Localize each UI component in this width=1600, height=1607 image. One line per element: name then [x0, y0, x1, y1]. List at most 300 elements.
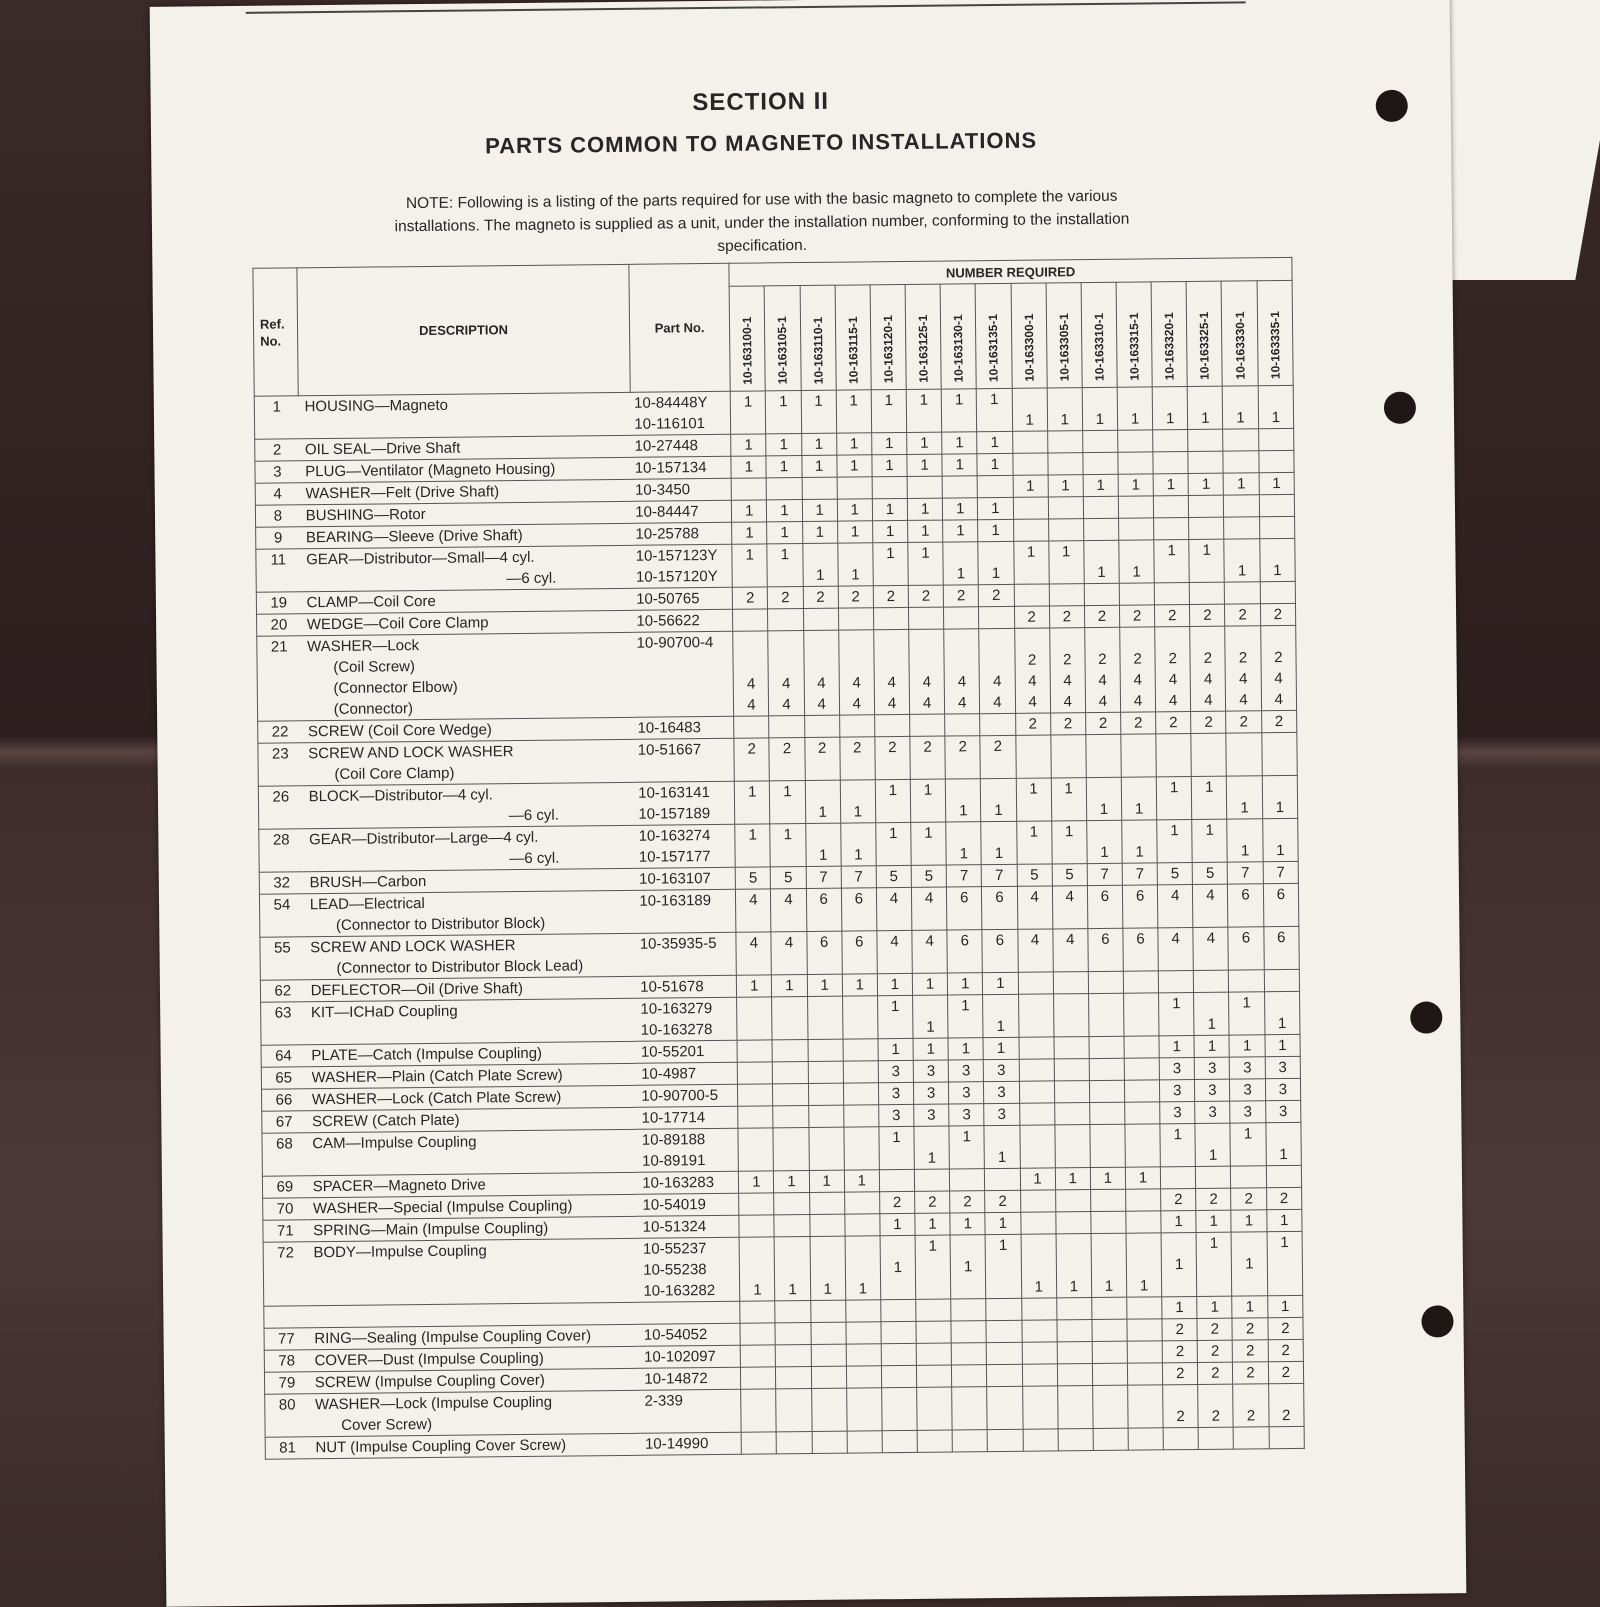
quantity-cell: [772, 1040, 807, 1062]
installation-number: 10-163110-1: [810, 316, 826, 384]
quantity-value: [1127, 1319, 1161, 1340]
quantity-value: [809, 1128, 843, 1149]
quantity-cell: [1154, 539, 1190, 582]
ref-number-cell: [262, 1111, 306, 1133]
quantity-value: 1: [854, 846, 863, 864]
quantity-value: [1091, 1234, 1125, 1255]
quantity-cell: [847, 1431, 882, 1453]
quantity-value: 1: [1064, 780, 1073, 798]
quantity-cell: [907, 498, 942, 520]
quantity-value: [1013, 431, 1047, 452]
ref-number-cell: [257, 614, 301, 636]
quantity-value: [911, 801, 945, 822]
quantity-cell: [948, 1060, 983, 1082]
quantity-value: [731, 412, 765, 433]
quantity-cell: [1227, 776, 1263, 819]
quantity-cell: [1089, 1036, 1124, 1058]
installation-number: 10-163325-1: [1197, 311, 1212, 380]
quantity-value: 4: [1030, 888, 1039, 906]
quantity-cell: [1225, 626, 1261, 711]
description-line: Cover Screw): [341, 1415, 433, 1434]
quantity-value: 5: [1205, 864, 1215, 882]
quantity-cell: [873, 542, 909, 585]
quantity-cell: [941, 389, 977, 432]
quantity-cell: [950, 1213, 985, 1235]
quantity-value: [1125, 1080, 1159, 1101]
quantity-cell: [770, 781, 806, 824]
quantity-value: 1: [1174, 1213, 1183, 1231]
quantity-value: 4: [1239, 670, 1248, 688]
quantity-value: 1: [1068, 1170, 1077, 1188]
description-line: —6 cyl.: [506, 569, 557, 588]
quantity-cell: [1119, 540, 1155, 583]
quantity-value: 2: [992, 586, 1001, 605]
quantity-value: [1156, 734, 1190, 755]
quantity-value: [742, 1432, 776, 1453]
installation-number: 10-163320-1: [1162, 312, 1177, 381]
part-number: 10-102097: [644, 1347, 716, 1366]
quantity-value: 3: [926, 1062, 936, 1080]
quantity-value: [809, 1149, 843, 1170]
quantity-cell: [913, 1038, 948, 1060]
quantity-cell: [1018, 994, 1054, 1037]
quantity-value: 1: [890, 998, 900, 1016]
quantity-value: 4: [1133, 692, 1143, 710]
quantity-cell: [1233, 1362, 1268, 1384]
quantity-value: 5: [784, 869, 793, 887]
quantity-cell: [841, 888, 877, 931]
quantity-value: 3: [1173, 1082, 1182, 1100]
quantity-value: 2: [1027, 608, 1036, 626]
quantity-value: [1266, 1123, 1301, 1144]
quantity-value: 2: [956, 587, 966, 605]
quantity-value: 1: [1170, 822, 1179, 840]
quantity-cell: [802, 499, 837, 521]
part-number: 10-163283: [642, 1174, 715, 1192]
quantity-value: [738, 1062, 772, 1083]
quantity-cell: [875, 736, 911, 779]
quantity-cell: [837, 477, 872, 499]
quantity-value: 1: [1132, 563, 1141, 581]
quantity-value: 3: [891, 1063, 901, 1081]
quantity-value: 2: [1245, 1320, 1255, 1338]
quantity-value: 6: [960, 932, 970, 950]
quantity-value: 1: [1096, 476, 1105, 494]
quantity-value: 2: [1246, 1364, 1255, 1382]
quantity-cell: [1264, 969, 1300, 991]
quantity-value: [737, 997, 771, 1018]
quantity-value: 1: [919, 391, 929, 409]
quantity-value: [1190, 627, 1224, 648]
quantity-cell: [1117, 387, 1153, 430]
quantity-value: 2: [1281, 1319, 1290, 1338]
quantity-value: [768, 609, 802, 630]
quantity-cell: [945, 714, 980, 736]
quantity-value: [805, 781, 839, 802]
quantity-value: [811, 1323, 845, 1344]
quantity-value: [1088, 907, 1122, 928]
part-number: 10-4987: [641, 1065, 697, 1083]
quantity-value: [876, 844, 910, 865]
quantity-cell: [1091, 1233, 1127, 1297]
quantity-cell: [1188, 473, 1223, 495]
quantity-value: [1091, 1190, 1125, 1211]
quantity-cell: [801, 390, 837, 433]
quantity-value: [1083, 453, 1117, 474]
quantity-value: [878, 1017, 912, 1038]
installation-number: 10-163315-1: [1126, 312, 1142, 381]
quantity-value: 1: [744, 458, 754, 476]
quantity-value: 1: [886, 545, 895, 563]
quantity-cell: [1016, 821, 1052, 864]
quantity-cell: [1128, 1385, 1164, 1428]
quantity-cell: [1019, 1103, 1054, 1125]
quantity-cell: [943, 585, 978, 607]
quantity-cell: [1161, 1188, 1196, 1210]
quantity-cell: [1228, 884, 1264, 927]
quantity-value: [1154, 518, 1188, 539]
quantity-cell: [731, 456, 766, 478]
quantity-cell: [1091, 1211, 1126, 1233]
quantity-value: 1: [1173, 1126, 1182, 1144]
quantity-cell: [982, 929, 1018, 972]
part-number: 10-84448Y: [634, 394, 708, 412]
quantity-cell: [881, 1299, 916, 1321]
quantity-cell: [951, 1299, 986, 1321]
quantity-cell: [840, 780, 876, 823]
quantity-cell: [1267, 1231, 1303, 1295]
quantity-value: [1054, 1059, 1088, 1080]
quantity-value: [981, 757, 1015, 778]
quantity-value: 1: [1169, 779, 1179, 797]
punch-hole: [1421, 1305, 1453, 1337]
quantity-value: 4: [1239, 691, 1248, 709]
quantity-value: 1: [783, 826, 793, 844]
quantity-cell: [1264, 991, 1300, 1034]
quantity-cell: [1121, 712, 1156, 734]
installation-number: 10-163125-1: [916, 314, 931, 383]
description-line: SPRING—Main (Impulse Coupling): [313, 1219, 549, 1240]
quantity-value: 1: [1208, 1146, 1218, 1164]
quantity-cell: [1125, 1167, 1160, 1189]
installation-column-header: [1151, 282, 1187, 387]
description-cell: [306, 1129, 638, 1175]
quantity-value: [953, 1408, 987, 1429]
quantity-value: [777, 1432, 811, 1453]
quantity-value: [1119, 540, 1153, 561]
quantity-cell: [1158, 970, 1193, 992]
quantity-value: 2: [781, 589, 790, 607]
description-cell: [307, 1238, 639, 1305]
quantity-cell: [1084, 583, 1119, 605]
quantity-value: 3: [997, 1105, 1006, 1124]
description-line: WASHER—Lock (Catch Plate Screw): [311, 1088, 562, 1109]
quantity-cell: [844, 1127, 880, 1170]
quantity-value: [1056, 1190, 1090, 1211]
quantity-cell: [1191, 711, 1226, 733]
description-cell: [303, 825, 635, 871]
quantity-value: [1258, 386, 1293, 407]
quantity-cell: [978, 497, 1013, 519]
quantity-value: 1: [1277, 1015, 1287, 1033]
quantity-cell: [767, 522, 802, 544]
quantity-value: 1: [1166, 476, 1176, 494]
quantity-value: 2: [923, 738, 932, 756]
quantity-cell: [842, 931, 878, 974]
quantity-cell: [1054, 1081, 1089, 1103]
quantity-value: 6: [1277, 929, 1286, 947]
quantity-value: [874, 608, 908, 629]
parts-table: [252, 257, 1304, 1460]
quantity-value: [945, 650, 979, 671]
quantity-value: [980, 714, 1014, 735]
description-line: BUSHING—Rotor: [305, 505, 426, 525]
quantity-cell: [1158, 927, 1194, 970]
quantity-value: [1120, 583, 1154, 604]
quantity-value: [775, 1215, 809, 1236]
quantity-value: [736, 845, 770, 866]
quantity-value: 1: [1209, 1234, 1219, 1252]
quantity-value: [808, 997, 842, 1018]
quantity-cell: [984, 1103, 1019, 1125]
quantity-value: [770, 802, 804, 823]
quantity-cell: [1228, 862, 1263, 884]
quantity-cell: [1261, 710, 1297, 732]
part-number: [638, 760, 734, 782]
description-cell: [302, 739, 634, 785]
installation-column-header: [940, 284, 976, 389]
ref-number: 71: [276, 1222, 294, 1240]
quantity-value: [1127, 1254, 1161, 1275]
quantity-value: 2: [886, 588, 896, 606]
part-number: 10-163278: [640, 1021, 713, 1039]
quantity-value: [1019, 994, 1053, 1015]
quantity-cell: [987, 1342, 1022, 1364]
quantity-value: 1: [893, 1259, 903, 1277]
part-number-cell: [630, 434, 731, 457]
quantity-value: [1266, 1166, 1301, 1187]
quantity-value: [873, 564, 907, 585]
quantity-value: [808, 1018, 842, 1039]
quantity-value: [985, 1169, 1019, 1190]
quantity-value: [1122, 777, 1156, 798]
quantity-value: 6: [855, 933, 864, 951]
part-number: 10-89191: [641, 1152, 706, 1170]
quantity-cell: [882, 1387, 918, 1430]
quantity-value: [1229, 948, 1263, 969]
quantity-value: [1089, 1037, 1123, 1058]
quantity-cell: [767, 500, 802, 522]
quantity-value: 1: [1204, 778, 1214, 796]
description-line: CAM—Impulse Coupling: [312, 1133, 477, 1153]
quantity-value: [946, 757, 980, 778]
quantity-value: [737, 953, 771, 974]
quantity-cell: [1014, 606, 1049, 628]
part-number: 10-51667: [637, 741, 702, 759]
quantity-value: 3: [1278, 1081, 1288, 1099]
quantity-value: 2: [888, 739, 897, 757]
quantity-cell: [803, 630, 839, 715]
quantity-cell: [946, 822, 982, 865]
quantity-value: 4: [852, 674, 861, 692]
ref-number: 65: [275, 1069, 293, 1087]
quantity-cell: [1194, 1057, 1229, 1079]
part-number: 10-54052: [643, 1326, 708, 1344]
quantity-cell: [917, 1387, 953, 1430]
quantity-cell: [1230, 1057, 1265, 1079]
quantity-value: [1022, 1298, 1056, 1319]
quantity-value: [845, 1192, 879, 1213]
quantity-cell: [1088, 928, 1124, 971]
installation-number: 10-163135-1: [986, 313, 1002, 383]
description-line: —6 cyl.: [509, 849, 560, 868]
quantity-cell: [808, 1039, 843, 1061]
quantity-cell: [777, 1431, 812, 1453]
quantity-value: 4: [746, 675, 756, 693]
quantity-value: 2: [1274, 713, 1284, 731]
quantity-value: [1087, 821, 1121, 842]
quantity-value: 1: [1202, 541, 1212, 559]
ref-number: 23: [271, 745, 289, 763]
quantity-cell: [1265, 1034, 1301, 1056]
quantity-cell: [1049, 584, 1084, 606]
quantity-value: 4: [922, 673, 932, 691]
quantity-value: [953, 1430, 987, 1451]
quantity-value: 7: [1241, 864, 1250, 882]
quantity-value: [1088, 950, 1122, 971]
quantity-value: [1089, 994, 1123, 1015]
quantity-cell: [879, 1169, 914, 1191]
quantity-value: [909, 608, 943, 629]
quantity-cell: [808, 1083, 843, 1105]
quantity-value: [909, 651, 943, 672]
quantity-value: 1: [815, 523, 825, 541]
description-line: (Connector): [333, 700, 414, 718]
quantity-value: [1198, 1385, 1232, 1406]
quantity-cell: [1048, 453, 1083, 475]
part-number: 10-25788: [635, 525, 699, 543]
quantity-value: [1021, 1212, 1055, 1233]
quantity-value: 5: [1065, 866, 1074, 884]
quantity-cell: [1265, 1122, 1301, 1165]
quantity-cell: [740, 1345, 775, 1367]
quantity-cell: [739, 1237, 775, 1301]
quantity-value: [875, 715, 909, 736]
quantity-cell: [1196, 1210, 1231, 1232]
quantity-value: [1051, 735, 1085, 756]
ref-number: 55: [273, 939, 291, 957]
quantity-value: [766, 412, 800, 433]
quantity-value: [847, 1409, 881, 1430]
quantity-value: [913, 952, 947, 973]
quantity-value: [872, 477, 906, 498]
quantity-value: [1224, 429, 1258, 450]
quantity-value: [1264, 970, 1299, 991]
quantity-value: [772, 910, 806, 931]
quantity-value: 1: [955, 456, 965, 474]
quantity-value: [805, 759, 839, 780]
quantity-value: [1013, 497, 1047, 518]
quantity-value: 1: [1174, 1256, 1184, 1274]
quantity-cell: [949, 1126, 985, 1169]
quantity-value: [1155, 561, 1189, 582]
quantity-value: [1055, 1146, 1089, 1167]
quantity-cell: [978, 519, 1013, 541]
quantity-value: 1: [1029, 823, 1039, 841]
quantity-value: [804, 631, 838, 652]
quantity-value: [877, 952, 911, 973]
quantity-value: 4: [1028, 693, 1037, 711]
quantity-cell: [1018, 972, 1053, 994]
quantity-cell: [1124, 1036, 1159, 1058]
quantity-cell: [1261, 732, 1297, 775]
quantity-value: [1093, 1342, 1127, 1363]
quantity-cell: [767, 544, 803, 587]
quantity-cell: [1119, 605, 1154, 627]
quantity-value: 1: [961, 997, 970, 1015]
quantity-cell: [980, 713, 1015, 735]
part-number: 10-56622: [636, 612, 700, 630]
quantity-cell: [1227, 819, 1263, 862]
quantity-cell: [844, 1170, 879, 1192]
quantity-value: [1265, 992, 1300, 1013]
quantity-value: 6: [1100, 887, 1110, 905]
part-number: 10-14872: [644, 1370, 708, 1388]
quantity-value: [1194, 993, 1228, 1014]
ref-number-cell: [255, 505, 299, 527]
quantity-value: 2: [1210, 1342, 1220, 1360]
quantity-cell: [1156, 711, 1191, 733]
quantity-cell: [1127, 1341, 1162, 1363]
ref-number-cell: [264, 1372, 308, 1394]
quantity-value: 2: [1168, 650, 1178, 668]
quantity-value: 2: [993, 737, 1003, 756]
quantity-value: [1019, 1015, 1053, 1036]
quantity-value: 1: [1245, 1255, 1254, 1273]
quantity-value: [838, 543, 872, 564]
part-number: 10-163189: [639, 892, 712, 910]
quantity-value: [1124, 949, 1158, 970]
quantity-cell: [1224, 539, 1260, 582]
quantity-cell: [1020, 1190, 1055, 1212]
quantity-value: 1: [851, 566, 860, 584]
quantity-value: 1: [1138, 1169, 1148, 1187]
quantity-cell: [806, 866, 841, 888]
quantity-value: [770, 716, 804, 737]
quantity-value: [981, 779, 1015, 800]
quantity-value: 4: [1063, 672, 1072, 690]
quantity-value: 1: [1237, 562, 1247, 580]
quantity-cell: [1054, 1103, 1089, 1125]
quantity-value: 2: [1097, 607, 1107, 625]
quantity-cell: [1016, 778, 1052, 821]
quantity-cell: [807, 974, 842, 996]
quantity-cell: [1055, 1212, 1090, 1234]
ref-number: 62: [274, 982, 292, 1000]
quantity-value: [1120, 627, 1154, 648]
document-page: [150, 0, 1467, 1607]
quantity-cell: [1194, 1035, 1229, 1057]
quantity-value: 2: [1274, 649, 1283, 667]
quantity-cell: [1122, 863, 1157, 885]
quantity-cell: [1053, 972, 1088, 994]
quantity-value: 1: [991, 499, 1000, 518]
quantity-value: 2: [1098, 650, 1107, 668]
quantity-value: [1158, 906, 1192, 927]
quantity-cell: [908, 542, 944, 585]
quantity-cell: [1266, 1209, 1302, 1231]
quantity-cell: [1154, 517, 1189, 539]
